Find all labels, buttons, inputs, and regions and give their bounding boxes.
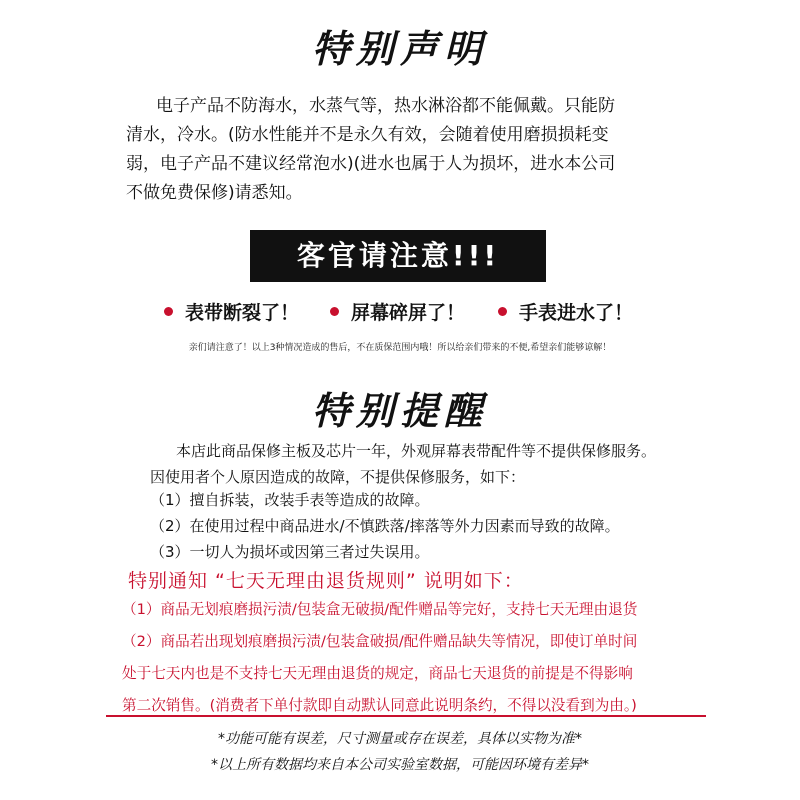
red-dot-icon bbox=[330, 307, 339, 316]
policy-line: （1）商品无划痕磨损污渍/包装盒无破损/配件赠品等完好，支持七天无理由退货 bbox=[122, 601, 638, 618]
red-dot-icon bbox=[164, 307, 173, 316]
list-item: （3）一切人为损坏或因第三者过失误用。 bbox=[150, 543, 430, 561]
notice-line: 清水，冷水。(防水性能并不是永久有效，会随着使用磨损损耗变 bbox=[126, 125, 609, 145]
footer-line: *以上所有数据均来自本公司实验室数据，可能因环境有差异* bbox=[211, 757, 589, 773]
return-policy-title: 特别通知 “七天无理由退货规则” 说明如下： bbox=[128, 570, 524, 592]
list-item: （1）擅自拆装，改装手表等造成的故障。 bbox=[150, 491, 430, 509]
policy-line: 第二次销售。(消费者下单付款即自动默认同意此说明条约，不得以没看到为由。) bbox=[122, 697, 637, 714]
policy-line: 处于七天内也是不支持七天无理由退货的规定，商品七天退货的前提是不得影响 bbox=[122, 665, 633, 682]
notice-line: 电子产品不防海水，水蒸气等，热水淋浴都不能佩戴。只能防 bbox=[156, 96, 615, 116]
reminder-intro-line: 因使用者个人原因造成的故障，不提供保修服务，如下： bbox=[150, 468, 526, 486]
footer-line: *功能可能有误差，尺寸测量或存在误差，具体以实物为准* bbox=[218, 731, 582, 747]
small-note: 亲们请注意了！以上3种情况造成的售后，不在质保范围内哦！所以给亲们带来的不便,希望亲们能够谅解！ bbox=[188, 343, 612, 353]
notice-line: 不做免费保修)请悉知。 bbox=[126, 183, 303, 203]
return-policy-body bbox=[122, 594, 682, 722]
attention-banner: 客官请注意!!! bbox=[250, 230, 546, 282]
policy-line: （2）商品若出现划痕磨损污渍/包装盒破损/配件赠品缺失等情况，即使订单时间 bbox=[122, 633, 638, 650]
warning-item-water bbox=[498, 298, 633, 325]
warning-row bbox=[0, 298, 800, 328]
reminder-intro-line: 本店此商品保修主板及芯片一年，外观屏幕表带配件等不提供保修服务。 bbox=[176, 442, 657, 460]
warning-item-screen bbox=[330, 298, 465, 325]
warning-label: 手表进水了！ bbox=[519, 302, 634, 324]
reminder-title: 特别提醒 bbox=[311, 389, 488, 433]
red-dot-icon bbox=[498, 307, 507, 316]
list-item: （2）在使用过程中商品进水/不慎跌落/摔落等外力因素而导致的故障。 bbox=[150, 517, 620, 535]
reminder-intro bbox=[150, 438, 770, 490]
warning-label: 屏幕碎屏了！ bbox=[351, 302, 466, 324]
notice-title: 特别声明 bbox=[311, 27, 488, 71]
warning-item-strap bbox=[164, 298, 299, 325]
notice-body bbox=[126, 92, 726, 208]
red-divider bbox=[106, 715, 706, 717]
warning-label: 表带断裂了！ bbox=[185, 302, 300, 324]
reminder-list bbox=[150, 487, 770, 565]
notice-line: 弱，电子产品不建议经常泡水)(进水也属于人为损坏，进水本公司 bbox=[126, 154, 616, 174]
